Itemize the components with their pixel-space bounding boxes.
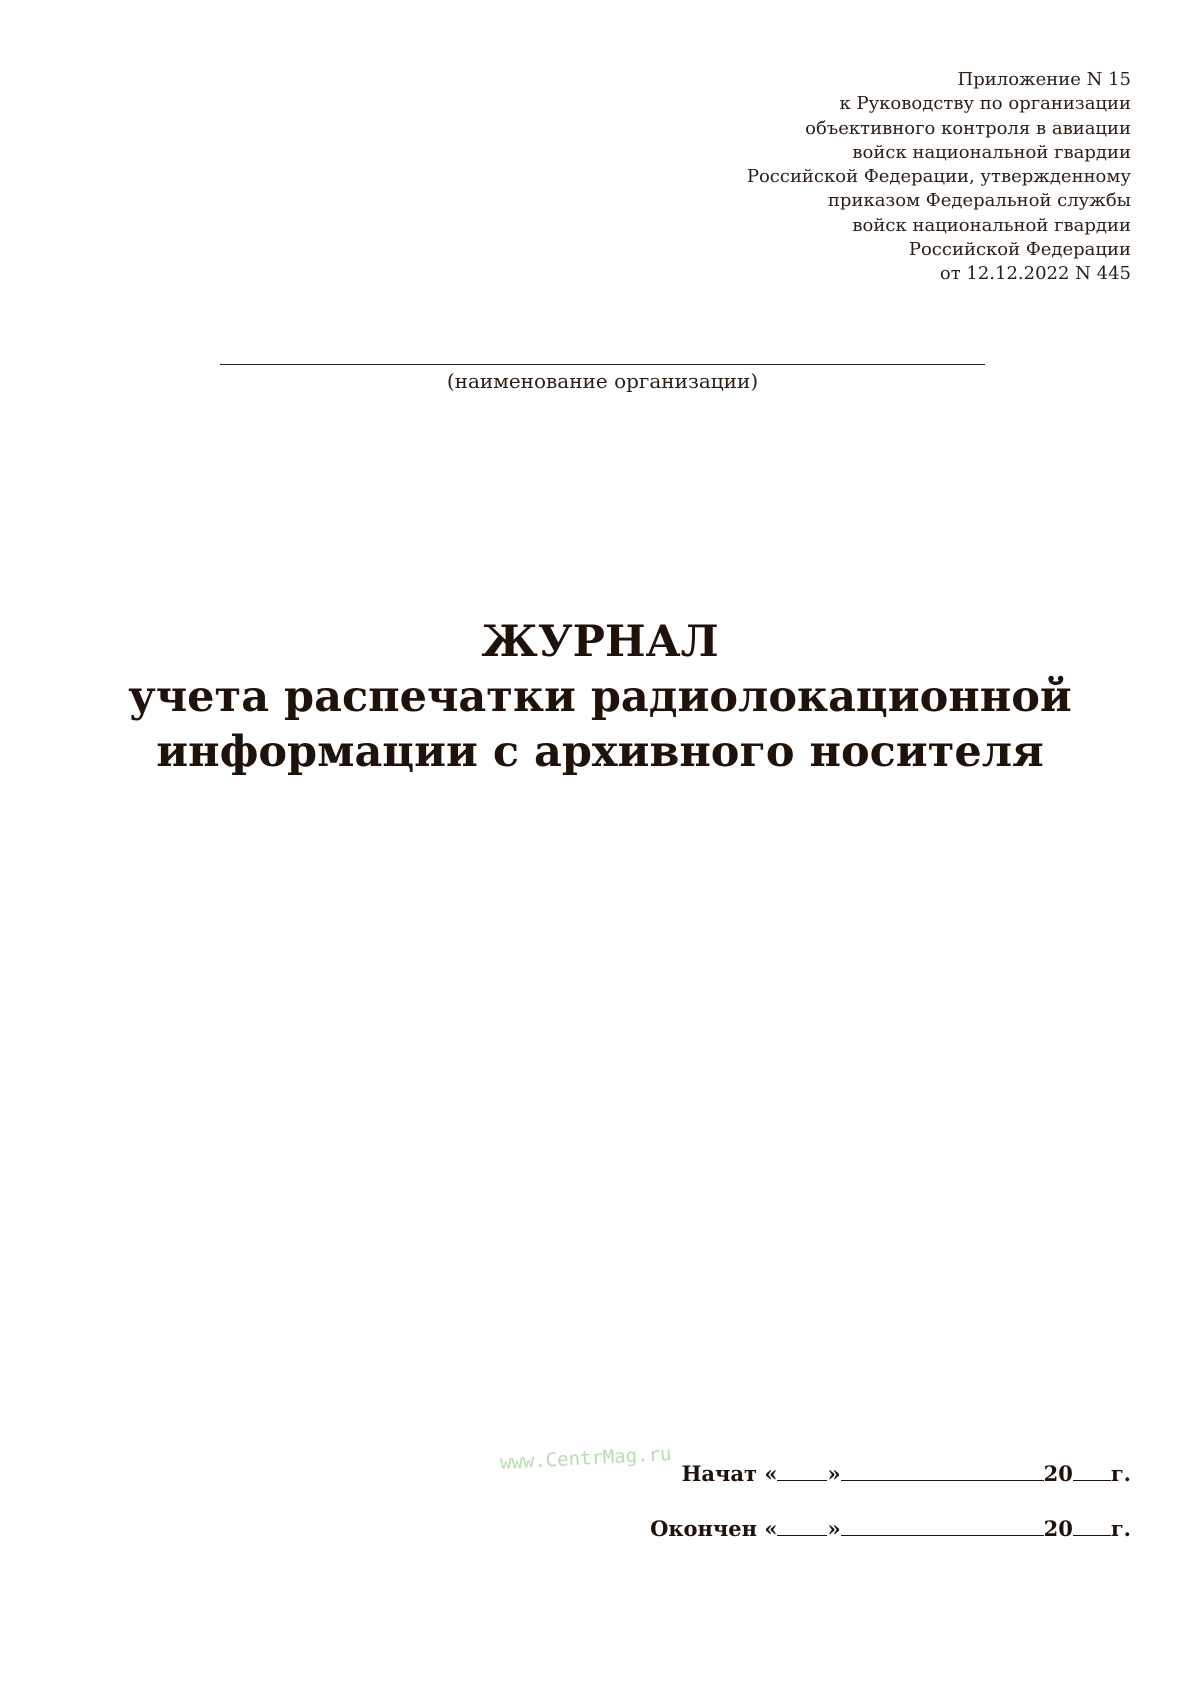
appendix-line: объективного контроля в авиации: [805, 117, 1131, 139]
organization-name-line[interactable]: [220, 340, 985, 365]
appendix-line: к Руководству по организации: [839, 93, 1131, 115]
year-suffix: г.: [1110, 1516, 1131, 1541]
organization-caption: (наименование организации): [446, 369, 759, 393]
appendix-line: Российской Федерации: [908, 239, 1131, 261]
quote-close: »: [827, 1461, 841, 1486]
appendix-header: [747, 68, 1131, 287]
title-line-3: информации с архивного носителя: [156, 727, 1044, 777]
dates-block: [650, 1458, 1131, 1545]
started-year-blank[interactable]: [1073, 1462, 1111, 1481]
ended-year-blank[interactable]: [1073, 1517, 1111, 1536]
watermark: www.CentrMag.ru: [499, 1443, 672, 1474]
organization-block: [220, 340, 985, 393]
appendix-line: войск национальной гвардии: [852, 141, 1131, 163]
ended-date-row: [650, 1513, 1131, 1545]
year-suffix: г.: [1110, 1461, 1131, 1486]
appendix-line: Приложение N 15: [957, 69, 1131, 90]
appendix-line: от 12.12.2022 N 445: [939, 263, 1131, 285]
appendix-line: Российской Федерации, утвержденному: [746, 166, 1131, 188]
started-date-row: [650, 1458, 1131, 1490]
year-prefix: 20: [1043, 1516, 1073, 1541]
started-label: Начат «: [681, 1461, 778, 1486]
appendix-line: войск национальной гвардии: [852, 214, 1131, 236]
appendix-line: приказом Федеральной службы: [827, 190, 1131, 212]
ended-month-blank[interactable]: [841, 1517, 1044, 1536]
started-month-blank[interactable]: [841, 1462, 1044, 1481]
title-line-1: ЖУРНАЛ: [481, 617, 719, 667]
ended-day-blank[interactable]: [777, 1517, 827, 1536]
year-prefix: 20: [1043, 1461, 1073, 1486]
journal-title: [0, 615, 1200, 780]
title-line-2: учета распечатки радиолокационной: [128, 672, 1072, 722]
ended-label: Окончен «: [650, 1516, 778, 1541]
started-day-blank[interactable]: [777, 1462, 827, 1481]
quote-close: »: [827, 1516, 841, 1541]
